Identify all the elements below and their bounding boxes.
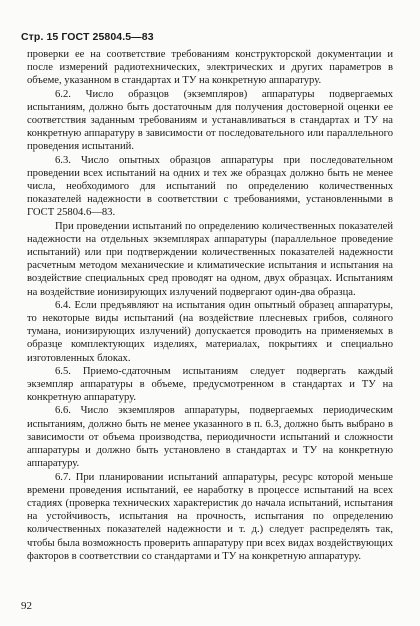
paragraph-6-5: 6.5. Приемо-сдаточным испытаниям следует подвергать каждый экземпляр аппаратуры в объеме, предусмотренном в стандартах и ТУ на конкретную аппаратуру. bbox=[27, 365, 393, 404]
page-number: 92 bbox=[21, 600, 32, 612]
paragraph-6-3-continued: При проведении испытаний по определению количественных показателей надежности на отдельных экземплярах аппаратуры (параллельное проведение испытаний) или при подтверждении количественных показателей надежности расчетным методом механические и климатические испытания и испытания на воздействие специальных сред проводят на одном, двух образцах. Испытаниям на воздействие ионизирующих излучений подвергают один-два образца. bbox=[27, 220, 393, 298]
document-body bbox=[27, 48, 393, 563]
paragraph-6-4: 6.4. Если предъявляют на испытания один опытный образец аппаратуры, то некоторые виды испытаний (на воздействие плесневых грибов, соляного тумана, ионизирующих излучений) допускается проводить на применяемых в образце комплектующих изделиях, материалах, покрытиях и специально изготовленных блоках. bbox=[27, 299, 393, 364]
paragraph-6-7: 6.7. При планировании испытаний аппаратуры, ресурс которой меньше времени проведения испытаний, ее наработку в процессе испытаний на всех стадиях (проверка технических характеристик до начала испытаний, испытания на устойчивость, испытания на прочность, испытания по определению количественных показателей надежности и т. д.) следует распределять так, чтобы была возможность проверить аппаратуру при всех видах воздействующих факторов в соответствии со стандартами и ТУ на конкретную аппаратуру. bbox=[27, 471, 393, 562]
paragraph-6-6: 6.6. Число экземпляров аппаратуры, подвергаемых периодическим испытаниям, должно быть не менее указанного в п. 6.3, должно быть выбрано в зависимости от объема производства, периодичности испытаний и сложности аппаратуры и должно быть установлено в стандартах и ТУ на конкретную аппаратуру. bbox=[27, 405, 393, 470]
paragraph-6-3: 6.3. Число опытных образцов аппаратуры при последовательном проведении всех испытаний на одних и тех же образцах должно быть не менее числа, необходимого для испытаний по определению количественных показателей надежности в соответствии с требованиями, установленными в ГОСТ 25804.6—83. bbox=[27, 154, 393, 219]
page-header: Стр. 15 ГОСТ 25804.5—83 bbox=[21, 31, 154, 43]
paragraph-6-2: 6.2. Число образцов (экземпляров) аппаратуры подвергаемых испытаниям, должно быть достаточным для получения достоверной оценки ее соответствия заданным требованиям и устанавливаться в стандартах и ТУ на конкретную аппаратуру в зависимости от последовательного или параллельного проведения испытаний. bbox=[27, 88, 393, 153]
paragraph-continuation: проверки ее на соответствие требованиям конструкторской документации и после измерений радиотехнических, электрических и других параметров в объеме, указанном в стандартах и ТУ на конкретную аппаратуру. bbox=[27, 49, 393, 87]
